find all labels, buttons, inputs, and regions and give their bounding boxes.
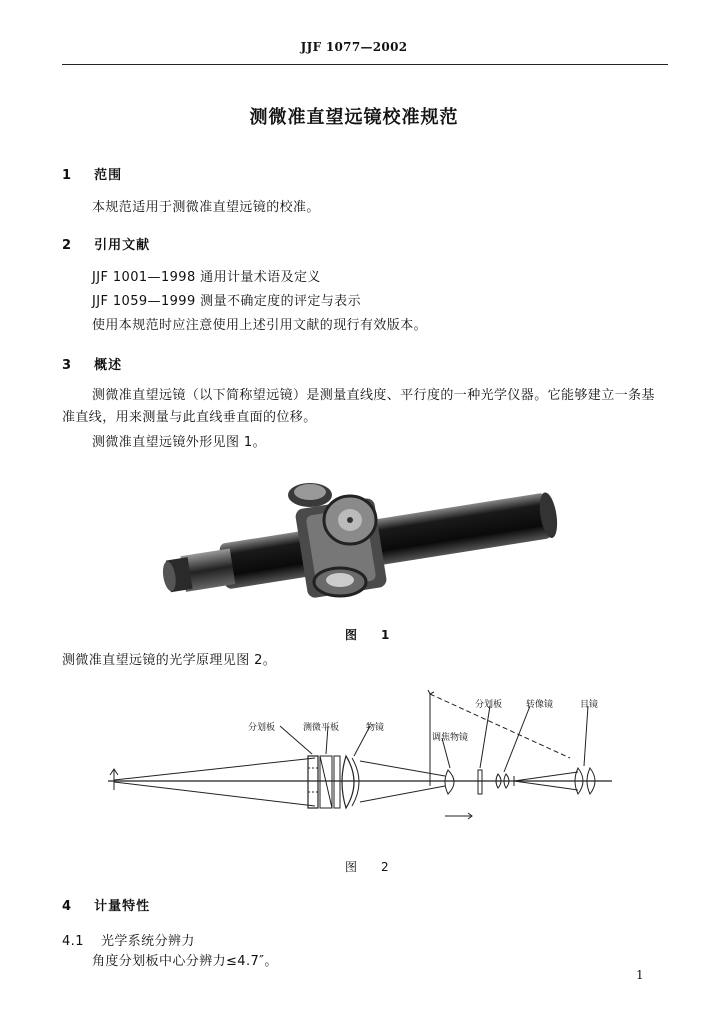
section-1-heading — [62, 164, 122, 183]
label-erecting-lens: 转像镜 — [526, 700, 554, 710]
section-3-heading — [62, 354, 122, 373]
section-4-1-text: 角度分划板中心分辨力≤4.7″。 — [92, 954, 278, 969]
reference-item: JJF 1059—1999 测量不确定度的评定与表示 — [92, 294, 361, 309]
page-title: 测微准直望远镜校准规范 — [249, 107, 459, 128]
figure-2-caption: 图 2 — [345, 860, 395, 874]
figure-1-reference: 测微准直望远镜外形见图 1。 — [92, 435, 267, 450]
section-title: 概述 — [94, 358, 123, 373]
label-focusing-lens: 调焦物镜 — [432, 733, 469, 743]
section-title: 计量特性 — [94, 899, 151, 914]
page-number: 1 — [636, 968, 644, 982]
section-title: 引用文献 — [94, 238, 151, 253]
section-number: 4 — [62, 899, 72, 914]
telescope-illustration — [160, 470, 560, 610]
section-4-heading — [62, 895, 150, 914]
reference-item: JJF 1001—1998 通用计量术语及定义 — [92, 270, 321, 285]
figure-2-reference: 测微准直望远镜的光学原理见图 2。 — [62, 653, 277, 668]
document-code-header: JJF 1077—2002 — [300, 40, 408, 54]
section-number: 1 — [62, 168, 72, 183]
reference-note: 使用本规范时应注意使用上述引用文献的现行有效版本。 — [92, 318, 428, 333]
header-divider — [62, 64, 668, 65]
figure-1-caption: 图 1 — [345, 628, 396, 642]
section-4-1-heading — [62, 930, 195, 952]
section-1-text: 本规范适用于测微准直望远镜的校准。 — [92, 200, 320, 215]
section-2-heading — [62, 234, 150, 253]
label-eyepiece: 目镜 — [580, 700, 599, 710]
label-objective: 物镜 — [366, 723, 385, 733]
label-micrometer-plate: 测微平板 — [303, 723, 340, 733]
label-reticle-left: 分划板 — [248, 723, 276, 733]
label-reticle-right: 分划板 — [475, 700, 503, 710]
subsection-title: 光学系统分辨力 — [100, 934, 195, 949]
overview-paragraph: 测微准直望远镜（以下简称望远镜）是测量直线度、平行度的一种光学仪器。它能够建立一条基准直线，用来测量与此直线垂直面的位移。 — [62, 388, 655, 425]
section-title: 范围 — [94, 168, 123, 183]
subsection-number: 4.1 — [62, 934, 84, 949]
section-number: 2 — [62, 238, 72, 253]
section-number: 3 — [62, 358, 72, 373]
